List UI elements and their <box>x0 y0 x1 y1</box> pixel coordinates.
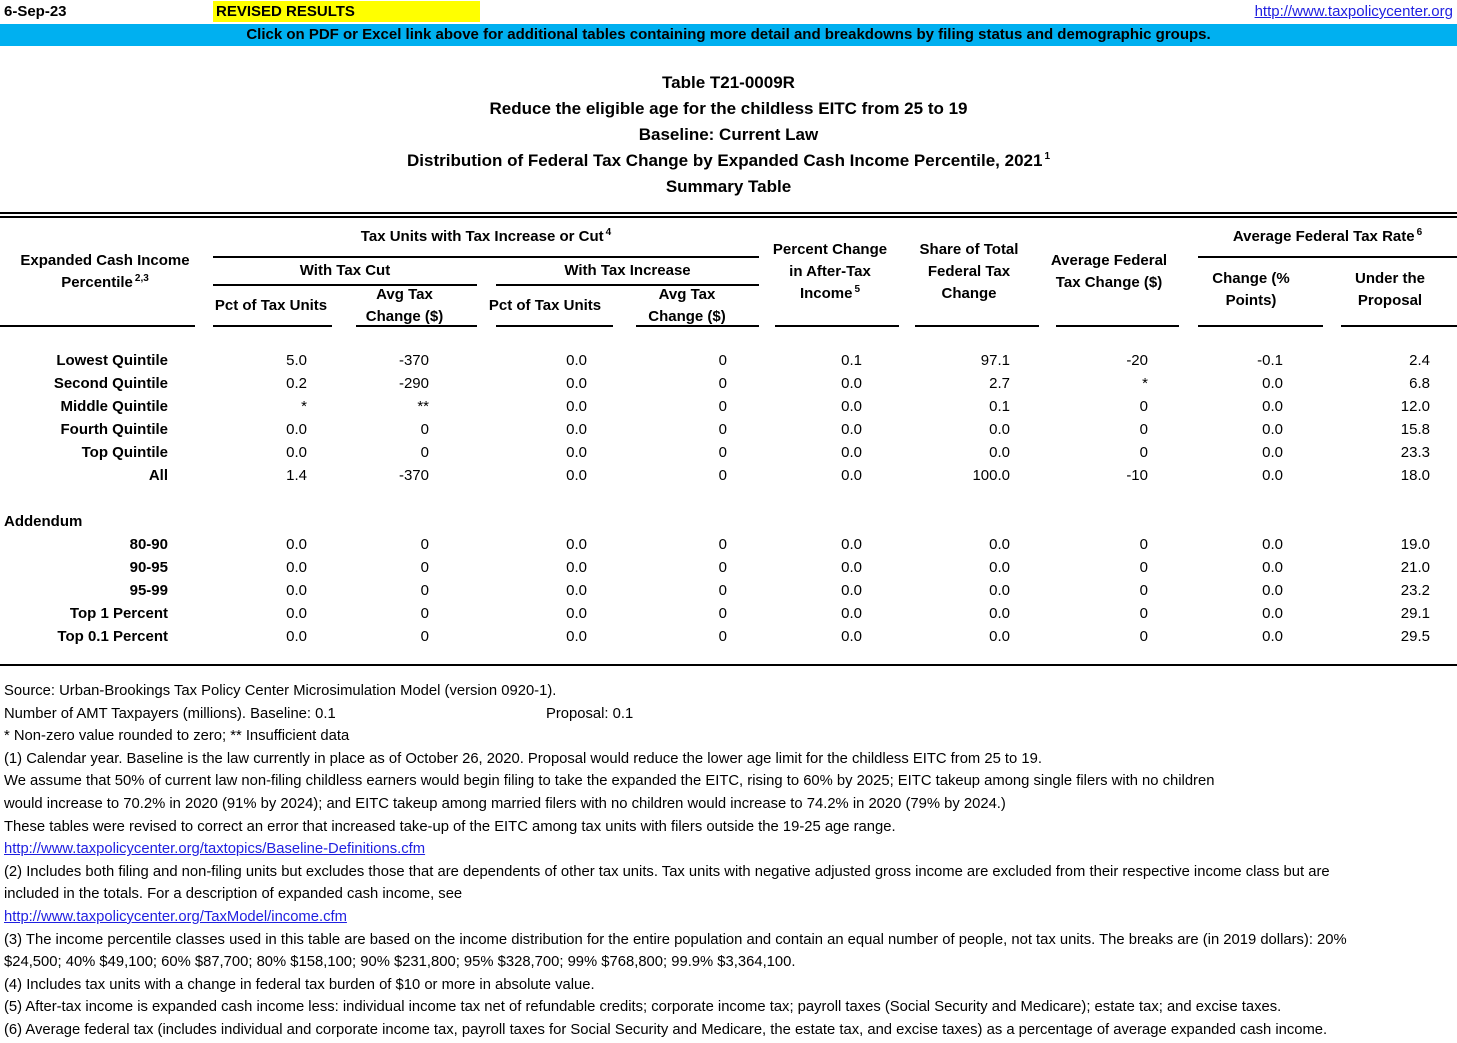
summary-table-title: Summary Table <box>665 177 792 196</box>
header-percent-change-after-tax-income: Percent Change in After-Tax Income $^5$ <box>772 240 888 302</box>
amt-taxpayers-line <box>4 703 1457 726</box>
table-cell: 0.0 <box>841 444 862 461</box>
table-cell: 0 <box>718 444 727 461</box>
amt-proposal-label: Proposal: 0.1 <box>546 705 634 722</box>
table-cell: 0.0 <box>989 605 1010 622</box>
table-cell: 0.0 <box>1262 398 1283 415</box>
table-cell: 29.1 <box>1400 605 1430 622</box>
table-cell: 0 <box>718 375 727 392</box>
date-label: 6-Sep-23 <box>4 3 67 20</box>
header-avg-tax-change-increase: Avg Tax Change ($) <box>648 285 726 325</box>
table-header <box>0 218 1457 327</box>
table-cell: 0.0 <box>286 444 307 461</box>
header-underline <box>213 325 332 327</box>
table-cell: -370 <box>398 352 429 369</box>
table-cell: 0 <box>1139 582 1148 599</box>
table-cell: 0.0 <box>841 559 862 576</box>
table-cell: 0.0 <box>1262 375 1283 392</box>
table-row <box>0 349 1457 372</box>
table-cell: 0.0 <box>566 375 587 392</box>
table-cell: 0 <box>718 421 727 438</box>
header-expanded-cash-income-percentile: Expanded Cash Income Percentile $^{2,3}$ <box>20 251 190 291</box>
row-label: Second Quintile <box>53 375 168 392</box>
row-label: 90-95 <box>129 559 168 576</box>
table-cell: 0.0 <box>566 628 587 645</box>
header-underline <box>356 325 477 327</box>
footnote-ref-1: 1 <box>1044 151 1051 163</box>
title-block <box>0 46 1457 200</box>
table-cell: 0.0 <box>286 559 307 576</box>
table-body <box>0 327 1457 648</box>
footnote-line: $24,500; 40% $49,100; 60% $87,700; 80% $158,100; 90% $231,800; 95% $328,700; 99% $768,800; 99.9% $3,364,100. <box>4 954 796 971</box>
header-underline <box>915 325 1039 327</box>
header-pct-of-tax-units-increase: Pct of Tax Units <box>488 296 602 314</box>
proposal-title: Reduce the eligible age for the childless EITC from 25 to 19 <box>489 99 968 118</box>
table-cell: 0.0 <box>1262 582 1283 599</box>
header-with-tax-cut: With Tax Cut <box>213 258 477 286</box>
table-cell: 0 <box>1139 559 1148 576</box>
table-cell: 0.0 <box>286 628 307 645</box>
table-cell: 0.0 <box>841 398 862 415</box>
table-cell: 0.0 <box>286 582 307 599</box>
table-cell: 0.0 <box>286 536 307 553</box>
row-label: Top 0.1 Percent <box>57 628 168 645</box>
footnote-line: (5) After-tax income is expanded cash income less: individual income tax net of refundable credits; corporate income tax; payroll taxes (Social Security and Medicare); estate tax; and excise taxes. <box>4 999 1282 1016</box>
table-cell: 0 <box>718 582 727 599</box>
spacer-row <box>0 487 1457 510</box>
table-cell: -0.1 <box>1257 352 1283 369</box>
table-cell: 0.0 <box>566 605 587 622</box>
table-row <box>0 441 1457 464</box>
table-cell: 0 <box>718 352 727 369</box>
table-cell: 23.3 <box>1400 444 1430 461</box>
header-share-of-total-federal-tax-change: Share of Total Federal Tax Change <box>919 240 1019 302</box>
table-cell: 0 <box>1139 536 1148 553</box>
table-cell: 0 <box>1139 605 1148 622</box>
table-row <box>0 579 1457 602</box>
footnote-line: * Non-zero value rounded to zero; ** Insufficient data <box>4 728 350 745</box>
table-cell: 0.0 <box>841 628 862 645</box>
table-row <box>0 395 1457 418</box>
table-cell: 0.0 <box>1262 467 1283 484</box>
table-cell: 0 <box>420 444 429 461</box>
table-cell: 2.4 <box>1409 352 1430 369</box>
table-cell: 0 <box>1139 421 1148 438</box>
row-label: Middle Quintile <box>60 398 168 415</box>
footnote-link[interactable]: http://www.taxpolicycenter.org/TaxModel/income.cfm <box>4 908 347 925</box>
table-cell: 0.0 <box>989 559 1010 576</box>
header-underline <box>775 325 899 327</box>
header-with-tax-increase: With Tax Increase <box>496 258 759 286</box>
table-cell: 18.0 <box>1400 467 1430 484</box>
table-cell: 0 <box>718 628 727 645</box>
footnote-line: (3) The income percentile classes used in this table are based on the income distribution for the entire population and contain an equal number of people, not tax units. The breaks are (in 2019 dollars): 20% <box>4 931 1347 948</box>
revised-results-badge: REVISED RESULTS <box>213 1 480 22</box>
table-cell: 19.0 <box>1400 536 1430 553</box>
table-cell: 0 <box>420 628 429 645</box>
header-underline <box>0 325 195 327</box>
table-cell: 0 <box>1139 628 1148 645</box>
table-cell: 21.0 <box>1400 559 1430 576</box>
table-cell: 0.0 <box>566 559 587 576</box>
footnote-line: (4) Includes tax units with a change in federal tax burden of $10 or more in absolute value. <box>4 976 595 993</box>
table-cell: ** <box>417 398 429 415</box>
row-label: Lowest Quintile <box>56 352 168 369</box>
table-cell: 0 <box>420 605 429 622</box>
table-cell: 0.2 <box>286 375 307 392</box>
row-label: Top 1 Percent <box>69 605 168 622</box>
table-cell: 0 <box>718 559 727 576</box>
table-cell: 0.0 <box>566 421 587 438</box>
table-cell: 0.0 <box>566 352 587 369</box>
table-cell: 0.0 <box>286 421 307 438</box>
table-cell: 23.2 <box>1400 582 1430 599</box>
header-group-tax-units-increase-or-cut: Tax Units with Tax Increase or Cut $^4$ <box>213 218 759 258</box>
table-cell: 5.0 <box>286 352 307 369</box>
footnote-line: would increase to 70.2% in 2020 (91% by 2024); and EITC takeup among married filers with no children would increase to 74.2% in 2020 (79% by 2024.) <box>4 795 1006 812</box>
table-cell: 0.0 <box>566 582 587 599</box>
table-cell: 0 <box>1139 444 1148 461</box>
table-cell: 0.0 <box>1262 605 1283 622</box>
table-cell: -10 <box>1126 467 1148 484</box>
footnotes <box>4 725 1457 1041</box>
footnote-line: These tables were revised to correct an error that increased take-up of the EITC among tax units with filers outside the 19-25 age range. <box>4 818 896 835</box>
top-bar <box>0 0 1457 23</box>
footnote-ref-2-3: 2,3 <box>134 272 149 284</box>
row-label: All <box>148 467 168 484</box>
footnote-line: (6) Average federal tax (includes individual and corporate income tax, payroll taxes for Social Security and Medicare, the estate tax, and excise taxes) as a percentage of average expanded cash income. <box>4 1021 1328 1038</box>
table-number-title: Table T21-0009R <box>662 73 795 92</box>
table-cell: 0.0 <box>566 444 587 461</box>
table-cell: 0 <box>420 559 429 576</box>
row-label: Top Quintile <box>81 444 168 461</box>
table-cell: 0.0 <box>989 628 1010 645</box>
table-cell: 0.0 <box>841 605 862 622</box>
header-average-federal-tax-change: Average Federal Tax Change ($) <box>1050 251 1168 291</box>
source-line: Source: Urban-Brookings Tax Policy Center Microsimulation Model (version 0920-1). <box>4 683 557 699</box>
summary-table <box>0 212 1457 666</box>
table-cell: * <box>301 398 307 415</box>
header-rate-change-points: Change (% Points) <box>1212 270 1290 309</box>
table-cell: 0.0 <box>989 536 1010 553</box>
table-cell: 0 <box>718 605 727 622</box>
table-cell: 0.1 <box>841 352 862 369</box>
header-pct-of-tax-units-cut: Pct of Tax Units <box>214 296 328 314</box>
footnote-line: (2) Includes both filing and non-filing units but excludes those that are dependents of other tax units. Tax units with negative adjusted gross income are excluded from their respective income class but are <box>4 863 1330 880</box>
footnote-line: included in the totals. For a description of expanded cash income, see <box>4 886 463 903</box>
header-group-average-federal-tax-rate: Average Federal Tax Rate $^6$ <box>1198 218 1457 258</box>
table-cell: 0 <box>1139 398 1148 415</box>
table-row <box>0 625 1457 648</box>
baseline-title: Baseline: Current Law <box>638 125 819 144</box>
table-cell: 0.0 <box>841 536 862 553</box>
header-underline <box>496 325 613 327</box>
table-cell: -290 <box>398 375 429 392</box>
table-cell: 0.0 <box>566 536 587 553</box>
footnote-line: We assume that 50% of current law non-filing childless earners would begin filing to take the expanded the EITC, rising to 60% by 2025; EITC takeup among single filers with no children <box>4 773 1215 790</box>
table-cell: -370 <box>398 467 429 484</box>
footnote-ref-6: 6 <box>1416 227 1423 238</box>
table-cell: 2.7 <box>989 375 1010 392</box>
table-cell: 0 <box>420 421 429 438</box>
table-cell: 0.0 <box>1262 628 1283 645</box>
addendum-label: Addendum <box>4 513 83 530</box>
info-banner: Click on PDF or Excel link above for additional tables containing more detail and breakdowns by filing status and demographic groups. <box>0 24 1457 46</box>
table-cell: -20 <box>1126 352 1148 369</box>
table-cell: 29.5 <box>1400 628 1430 645</box>
table-cell: 0.0 <box>989 421 1010 438</box>
footer <box>0 674 1457 1042</box>
table-cell: 0 <box>718 536 727 553</box>
table-cell: 12.0 <box>1400 398 1430 415</box>
table-cell: * <box>1142 375 1148 392</box>
footnote-line: (1) Calendar year. Baseline is the law currently in place as of October 26, 2020. Proposal would reduce the lower age limit for the childless EITC from 25 to 19. <box>4 750 1042 767</box>
table-row <box>0 556 1457 579</box>
table-cell: 0.0 <box>841 582 862 599</box>
table-cell: 0.0 <box>1262 444 1283 461</box>
table-cell: 0 <box>420 536 429 553</box>
footnote-ref-5: 5 <box>854 283 861 295</box>
footnote-ref-4: 4 <box>605 227 612 238</box>
row-label: Fourth Quintile <box>60 421 168 438</box>
table-row <box>0 418 1457 441</box>
distribution-title: Distribution of Federal Tax Change by Expanded Cash Income Percentile, 2021 $^1$ <box>406 151 1051 170</box>
header-underline <box>636 325 759 327</box>
table-cell: 0.0 <box>989 444 1010 461</box>
header-underline <box>1198 325 1323 327</box>
table-cell: 0.0 <box>841 467 862 484</box>
table-cell: 0.0 <box>1262 559 1283 576</box>
table-cell: 0.0 <box>841 375 862 392</box>
table-cell: 97.1 <box>980 352 1010 369</box>
footnote-link[interactable]: http://www.taxpolicycenter.org/taxtopics/Baseline-Definitions.cfm <box>4 841 426 858</box>
header-rate-under-proposal: Under the Proposal <box>1354 270 1425 309</box>
row-label: 80-90 <box>129 536 168 553</box>
amt-baseline-label: Number of AMT Taxpayers (millions). Baseline: 0.1 <box>4 705 336 722</box>
table-cell: 0.0 <box>989 582 1010 599</box>
table-cell: 0.1 <box>989 398 1010 415</box>
table-cell: 0.0 <box>286 605 307 622</box>
table-cell: 0.0 <box>841 421 862 438</box>
table-row <box>0 464 1457 487</box>
row-label: 95-99 <box>129 582 168 599</box>
table-cell: 0.0 <box>1262 536 1283 553</box>
table-cell: 0 <box>718 467 727 484</box>
table-row <box>0 533 1457 556</box>
table-cell: 100.0 <box>972 467 1010 484</box>
table-row <box>0 602 1457 625</box>
table-cell: 0.0 <box>1262 421 1283 438</box>
header-underline <box>1056 325 1179 327</box>
table-cell: 0 <box>420 582 429 599</box>
table-cell: 0.0 <box>566 398 587 415</box>
table-cell: 6.8 <box>1409 375 1430 392</box>
table-cell: 1.4 <box>286 467 307 484</box>
table-cell: 0.0 <box>566 467 587 484</box>
header-underline <box>1341 325 1457 327</box>
table-cell: 15.8 <box>1400 421 1430 438</box>
table-cell: 0 <box>718 398 727 415</box>
taxpolicycenter-link[interactable]: http://www.taxpolicycenter.org <box>1254 3 1453 20</box>
table-row <box>0 372 1457 395</box>
header-avg-tax-change-cut: Avg Tax Change ($) <box>365 285 444 325</box>
